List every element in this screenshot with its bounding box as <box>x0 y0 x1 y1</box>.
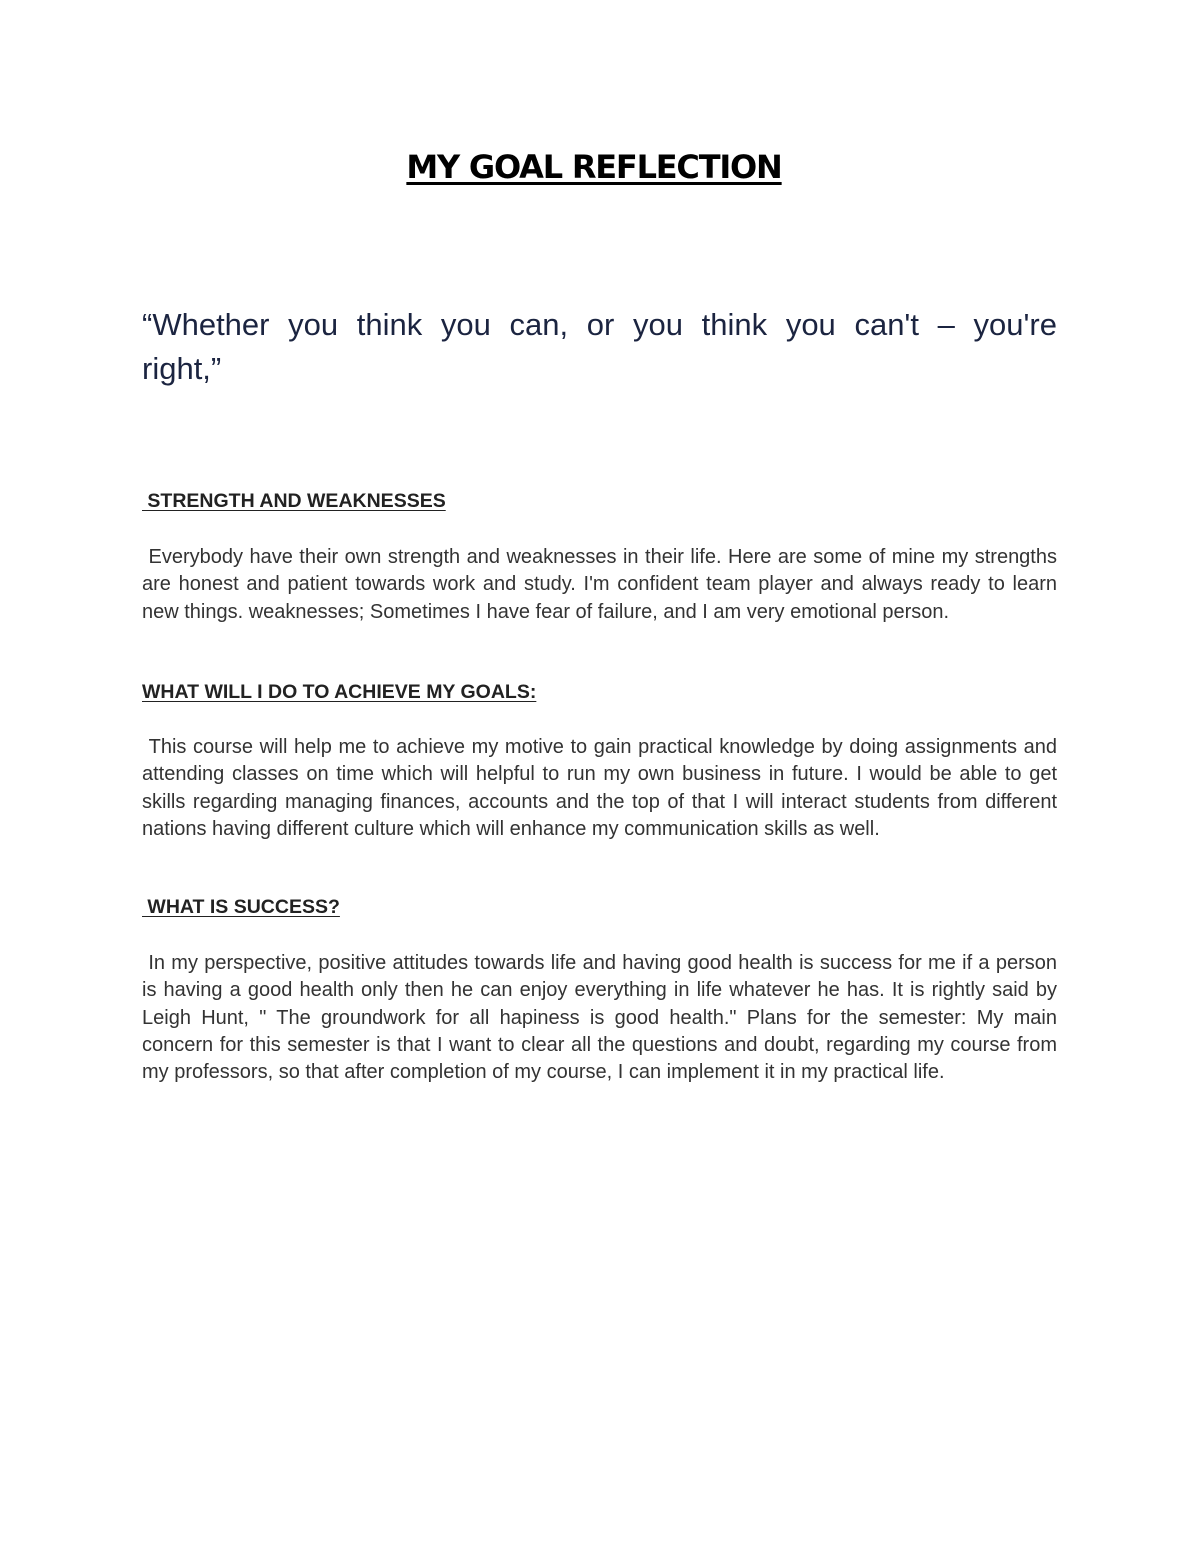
section-heading-goals: WHAT WILL I DO TO ACHIEVE MY GOALS: <box>142 681 537 703</box>
page-title: MY GOAL REFLECTION <box>406 148 782 186</box>
section-body-success: In my perspective, positive attitudes towards life and having good health is success for me if a person is having a good health only then he can enjoy everything in life whatever he has. It is rightly said by Leigh Hunt, " The groundwork for all hapiness is good health." Plans for the semester: My main concern for this semester is that I want to clear all the questions and doubt, regarding my course from my professors, so that after completion of my course, I can implement it in my practical life. <box>142 952 1063 1084</box>
section-body-strengths: Everybody have their own strength and weaknesses in their life. Here are some of mine my strengths are honest and patient towards work and study. I'm confident team player and always ready to learn new things. weaknesses; Sometimes I have fear of failure, and I am very emotional person. <box>142 546 1063 623</box>
opening-quote: “Whether you think you can, or you think you can't – you're right,” <box>142 307 1057 386</box>
section-body-goals: This course will help me to achieve my motive to gain practical knowledge by doing assignments and attending classes on time which will helpful to run my own business in future. I would be able to get skills regarding managing finances, accounts and the top of that I will interact students from different nations having different culture which will enhance my communication skills as well. <box>142 736 1063 840</box>
section-heading-success: WHAT IS SUCCESS? <box>142 896 340 918</box>
section-heading-strengths: STRENGTH AND WEAKNESSES <box>142 490 446 512</box>
